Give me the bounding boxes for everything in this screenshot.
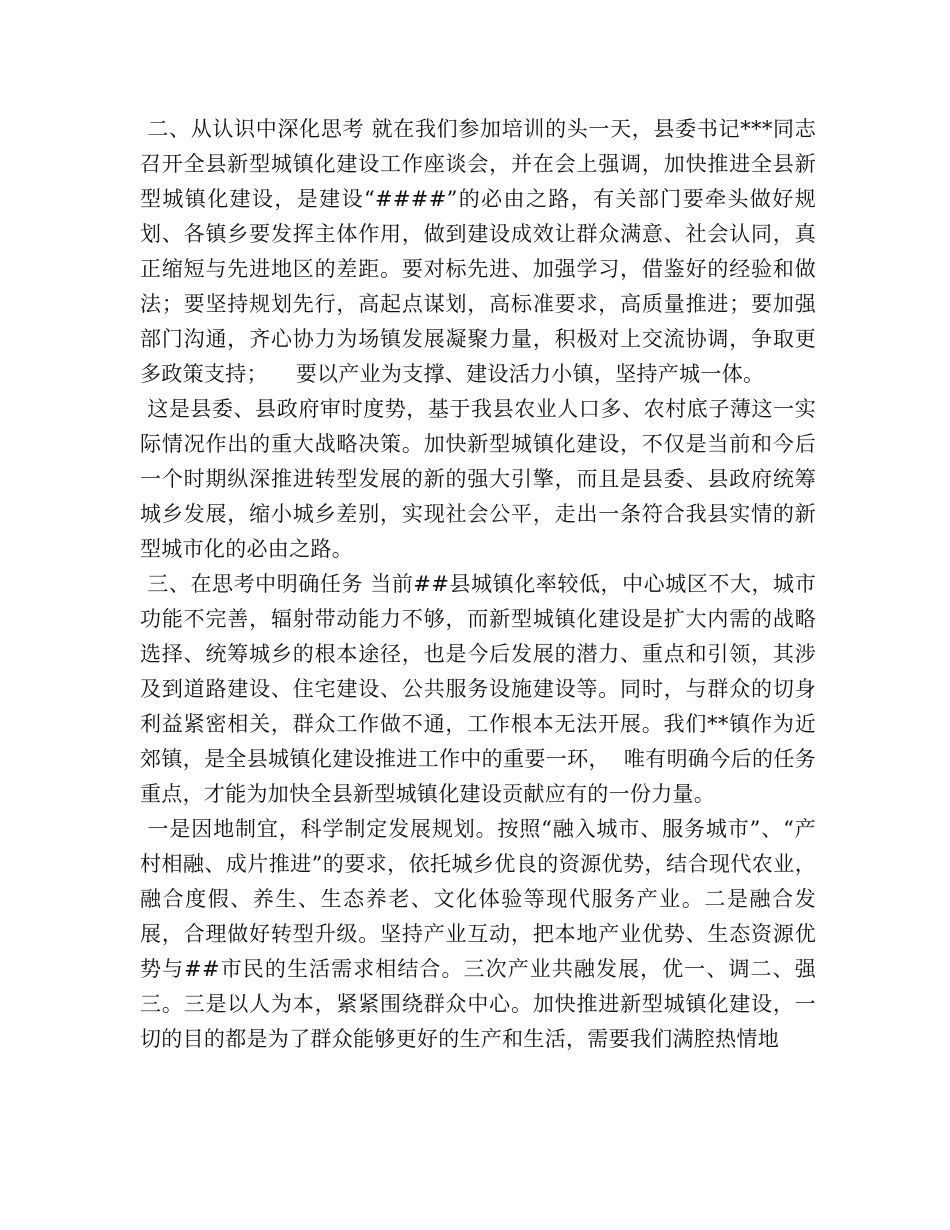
paragraph-measures: 一是因地制宜，科学制定发展规划。按照“融入城市、服务城市”、“产村相融、成片推进”的要求，依托城乡优良的资源优势，结合现代农业，融合度假、养生、生态养老、文化体验等现代服务产业。二是融合发展，合理做好转型升级。坚持产业互动，把本地产业优势、生态资源优势与##市民的生活需求相结合。三次产业共融发展，优一、调二、强三。三是以人为本，紧紧围绕群众中心。加快推进新型城镇化建设，一切的目的都是为了群众能够更好的生产和生活，需要我们满腔热情地 (140, 817, 816, 1051)
paragraph-decision: 这是县委、县政府审时度势，基于我县农业人口多、农村底子薄这一实际情况作出的重大战略决策。加快新型城镇化建设，不仅是当前和今后一个时期纵深推进转型发展的新的强大引擎，而且是县委、县政府统筹城乡发展，缩小城乡差别，实现社会公平，走出一条符合我县实情的新型城市化的必由之路。 (140, 397, 816, 561)
paragraph-thinking: 二、从认识中深化思考 就在我们参加培训的头一天，县委书记***同志召开全县新型城镇化建设工作座谈会，并在会上强调，加快推进全县新型城镇化建设，是建设“####”的必由之路，有关部门要牵头做好规划、各镇乡要发挥主体作用，做到建设成效让群众满意、社会认同，真正缩短与先进地区的差距。要对标先进、加强学习，借鉴好的经验和做法；要坚持规划先行，高起点谋划，高标准要求，高质量推进；要加强部门沟通，齐心协力为场镇发展凝聚力量，积极对上交流协调，争取更多政策支持； 要以产业为支撑、建设活力小镇，坚持产城一体。 (140, 117, 816, 386)
document-body (140, 112, 816, 1057)
paragraph-tasks: 三、在思考中明确任务 当前##县城镇化率较低，中心城区不大，城市功能不完善，辐射带动能力不够，而新型城镇化建设是扩大内需的战略选择、统筹城乡的根本途径，也是今后发展的潜力、重点和引领，其涉及到道路建设、住宅建设、公共服务设施建设等。同时，与群众的切身利益紧密相关，群众工作做不通，工作根本无法开展。我们**镇作为近郊镇，是全县城镇化建设推进工作中的重要一环， 唯有明确今后的任务重点，才能为加快全县新型城镇化建设贡献应有的一份力量。 (140, 572, 817, 806)
